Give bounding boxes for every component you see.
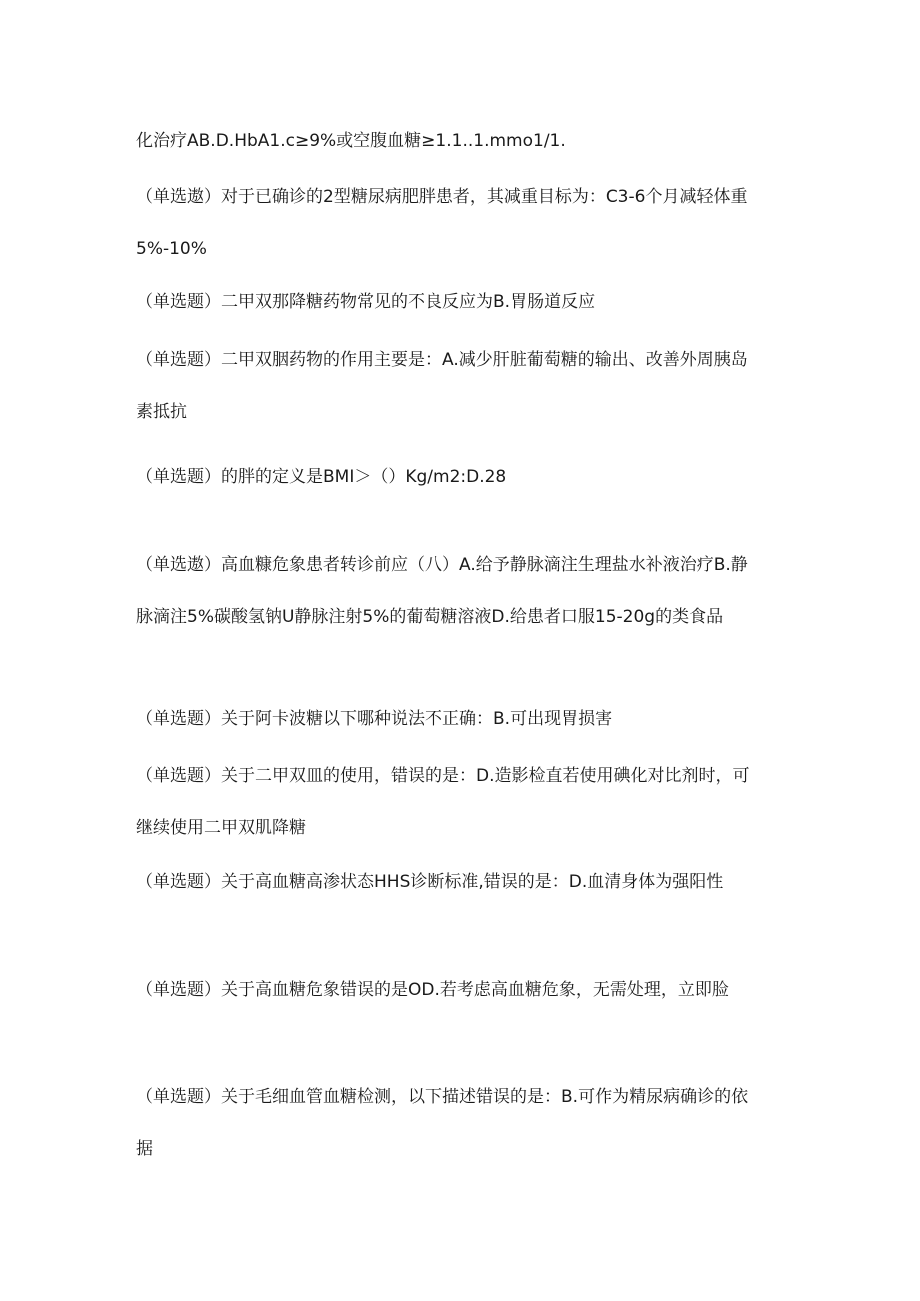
paragraph-capillary-glucose: （单选题）关于毛细血管血糖检测，以下描述错误的是：B.可作为精尿病确诊的依据 [136, 1087, 749, 1159]
paragraph-hhs-criteria: （单选题）关于高血糖高渗状态HHS诊断标准,错误的是：D.血清身体为强阳性 [136, 872, 724, 892]
paragraph-metformin-action: （单选题）二甲双胭药物的作用主要是：A.减少肝脏葡萄糖的输出、改善外周胰岛素抵抗 [136, 350, 748, 422]
paragraph-weight-loss-goal: （单选遨）对于已确诊的2型糖尿病肥胖患者，其减重目标为：C3-6个月减轻体重5%-10% [136, 187, 748, 259]
paragraph-hba1c-criteria: 化治疗AB.D.HbA1.c≥9%或空腹血糖≥1.1..1.mmo1∕1. [136, 131, 566, 151]
paragraph-obesity-bmi: （单选题）的胖的定义是BMI＞（）Kg∕m2:D.28 [136, 467, 507, 487]
paragraph-hyperglycemia-referral: （单选遨）高血糠危象患者转诊前应（八）A.给予静脉滴注生理盐水补液治疗B.静脉滴注5%碳酸氢钠U静脉注射5%的葡萄糖溶液D.给患者口服15-20g的类食品 [136, 555, 748, 627]
paragraph-hyperglycemic-crisis: （单选题）关于高血糖危象错误的是OD.若考虑高血糖危象，无需处理，立即脸 [136, 980, 729, 1000]
paragraph-acarbose: （单选题）关于阿卡波糖以下哪种说法不正确：B.可出现胃损害 [136, 709, 613, 729]
paragraph-metformin-adverse: （单选题）二甲双那降糖药物常见的不良反应为B.胃肠道反应 [136, 292, 596, 312]
paragraph-metformin-usage: （单选题）关于二甲双皿的使用，错误的是：D.造影检直若使用碘化对比剂时，可继续使用二甲双肌降糖 [136, 766, 750, 838]
